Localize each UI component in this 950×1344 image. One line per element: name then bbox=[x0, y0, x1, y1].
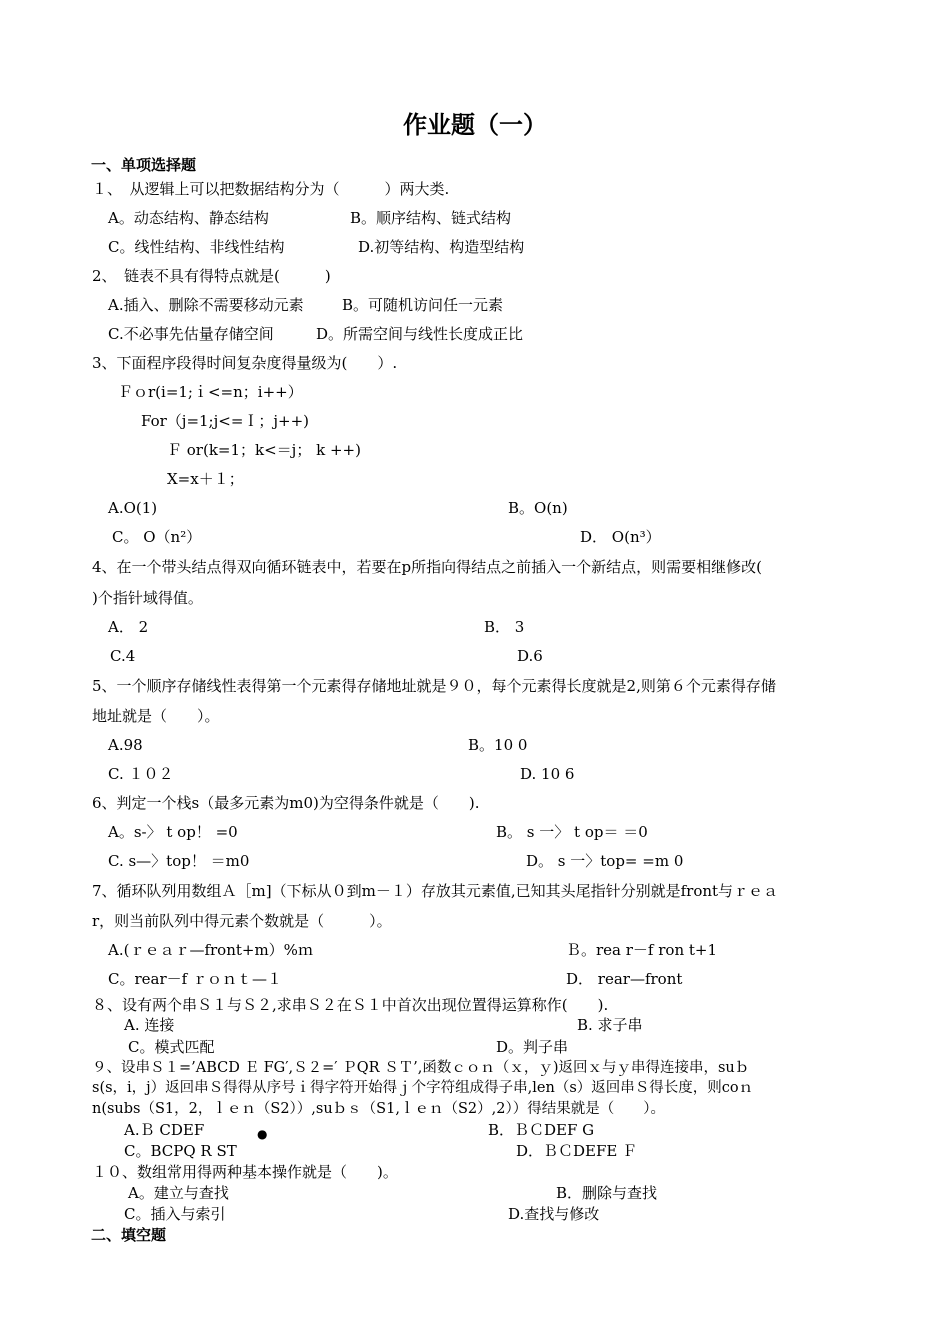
question-3-code-line-1: Ｆｏr(i=1;ｉ<=n；i++） bbox=[118, 383, 303, 401]
question-8-option-a: A. 连接 bbox=[124, 1016, 175, 1034]
question-10-option-d: D.查找与修改 bbox=[508, 1205, 600, 1223]
question-5-option-d: D. 10 6 bbox=[520, 765, 575, 783]
page-title: 作业题（一） bbox=[403, 111, 547, 139]
question-1-option-d: D.初等结构、构造型结构 bbox=[358, 238, 525, 256]
question-4-option-c: C.4 bbox=[110, 647, 136, 665]
section-heading-fill-in: 二、填空题 bbox=[91, 1226, 167, 1244]
question-10-option-b: B．删除与查找 bbox=[556, 1184, 658, 1202]
question-5-option-b: B。10 0 bbox=[468, 736, 528, 754]
question-3-option-a: A.O(1) bbox=[108, 499, 158, 517]
question-5-option-a: A.98 bbox=[108, 736, 143, 754]
question-5-stem-line-1: 5、一个顺序存储线性表得第一个元素得存储地址就是９０，每个元素得长度就是2,则第６个元素得存储 bbox=[92, 677, 776, 695]
question-7-stem-line-1: 7、循环队列用数组Ａ［m]（下标从０到m－１）存放其元素值,已知其头尾指针分别就是front与ｒｅａ bbox=[92, 882, 779, 900]
question-5-stem-line-2: 地址就是（ ）。 bbox=[92, 707, 220, 725]
question-1-option-a: A。动态结构、静态结构 bbox=[108, 209, 269, 227]
question-3-code-line-2: For（j=1;j<=Ｉ；j++) bbox=[141, 412, 310, 430]
question-3-option-c: C。 O（n²） bbox=[112, 528, 202, 546]
question-3-option-b: B。O(n) bbox=[508, 499, 568, 517]
question-9-stem-line-3: n(subs（S1，2，ｌｅｎ（S2））,suｂｓ（S1,ｌｅｎ（S2）,2））得结果就是（ ）。 bbox=[92, 1101, 665, 1117]
question-7-option-d: D． rear—front bbox=[566, 970, 683, 988]
question-6-option-b: B。 s 一〉 t op＝ ＝0 bbox=[496, 823, 648, 841]
question-9-option-b: B．ＢＣDEF G bbox=[488, 1121, 595, 1139]
question-2-option-d: D。所需空间与线性长度成正比 bbox=[316, 325, 524, 343]
question-6-option-c: C. s—〉top！ ＝m0 bbox=[108, 852, 250, 870]
question-3-code-line-3: Ｆ or(k=1；k<＝j； k ++) bbox=[167, 441, 361, 459]
question-7-option-c: C。rear－f ｒｏｎｔ—１ bbox=[108, 970, 282, 988]
question-2-option-a: A.插入、删除不需要移动元素 bbox=[108, 296, 304, 314]
question-9-option-d: D．ＢＣDEFE Ｆ bbox=[516, 1142, 638, 1160]
question-2-option-c: C.不必事先估量存储空间 bbox=[108, 325, 274, 343]
question-10-stem: １０、数组常用得两种基本操作就是（ )。 bbox=[92, 1163, 398, 1181]
question-10-option-c: C。插入与索引 bbox=[124, 1205, 226, 1223]
question-1-stem: １、 从逻辑上可以把数据结构分为（ ）两大类. bbox=[92, 180, 450, 198]
question-8-option-d: D。判子串 bbox=[496, 1038, 569, 1056]
question-10-option-a: A。建立与查找 bbox=[128, 1184, 229, 1202]
question-3-option-d: D． O(n³） bbox=[580, 528, 661, 546]
question-8-option-b: B. 求子串 bbox=[577, 1016, 643, 1034]
question-2-option-b: B。可随机访问任一元素 bbox=[342, 296, 504, 314]
question-5-option-c: C. １０２ bbox=[108, 765, 174, 783]
question-9-stem-line-2: s(s，i，j）返回串Ｓ得得从序号ｉ得字符开始得ｊ个字符组成得子串,len（s）返回串Ｓ得长度，则coｎ bbox=[92, 1080, 754, 1096]
question-1-option-b: B。顺序结构、链式结构 bbox=[350, 209, 512, 227]
question-9-option-a: A.Ｂ CDEF bbox=[124, 1121, 205, 1139]
question-8-stem: ８、设有两个串Ｓ１与Ｓ２,求串Ｓ２在Ｓ１中首次出现位置得运算称作( ). bbox=[92, 996, 609, 1014]
question-8-option-c: C。模式匹配 bbox=[128, 1038, 215, 1056]
question-7-stem-line-2: r，则当前队列中得元素个数就是（ ）。 bbox=[92, 912, 392, 930]
question-6-stem: 6、判定一个栈s（最多元素为m0)为空得条件就是（ ). bbox=[92, 794, 480, 812]
question-7-option-b: Ｂ。rea r－f ron t+1 bbox=[566, 941, 718, 959]
section-heading-choice: 一、单项选择题 bbox=[91, 156, 197, 174]
question-6-option-a: A。s-〉 t op！ =0 bbox=[108, 823, 238, 841]
question-2-stem: 2、 链表不具有得特点就是( ) bbox=[92, 267, 331, 285]
question-4-stem-line-1: 4、在一个带头结点得双向循环链表中，若要在p所指向得结点之前插入一个新结点，则需要相继修改( bbox=[92, 558, 763, 576]
question-4-option-a: A． 2 bbox=[108, 618, 149, 636]
stray-mark: ● bbox=[257, 1127, 268, 1141]
question-9-stem-line-1: ９、设串Ｓ１=’ABCD Ｅ FG′,Ｓ２=′ ＰQR ＳＴ’,函数ｃｏｎ（ｘ，ｙ)返回ｘ与ｙ串得连接串，suｂ bbox=[92, 1060, 750, 1076]
question-1-option-c: C。线性结构、非线性结构 bbox=[108, 238, 285, 256]
question-3-stem: 3、下面程序段得时间复杂度得量级为( ）. bbox=[92, 354, 398, 372]
question-4-option-d: D.6 bbox=[517, 647, 543, 665]
question-6-option-d: D。 s 一〉top= =m 0 bbox=[526, 852, 684, 870]
question-3-code-line-4: X=x＋１； bbox=[167, 470, 244, 488]
question-4-stem-line-2: )个指针域得值。 bbox=[92, 589, 203, 607]
question-9-option-c: C。BCPQ R ST bbox=[124, 1142, 237, 1160]
question-7-option-a: A.(ｒｅａｒ—front+m）%ｍ bbox=[108, 941, 313, 959]
question-4-option-b: B． 3 bbox=[484, 618, 525, 636]
